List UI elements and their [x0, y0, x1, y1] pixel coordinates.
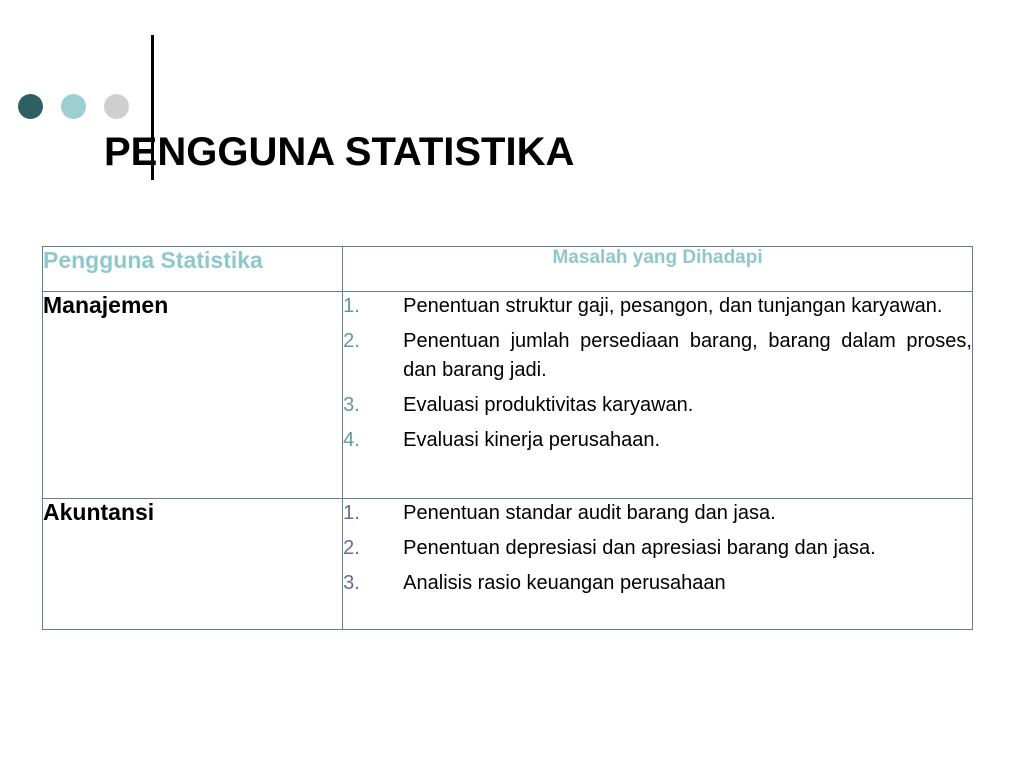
statistics-users-table — [42, 246, 973, 630]
table-row — [43, 499, 973, 630]
item-number: 2. — [343, 537, 360, 559]
light-teal-dot — [61, 94, 86, 119]
problem-list — [343, 292, 972, 455]
item-number: 4. — [343, 429, 360, 451]
problems-cell — [343, 292, 973, 499]
item-number: 1. — [343, 295, 360, 317]
problem-list — [343, 499, 972, 598]
item-text: Penentuan struktur gaji, pesangon, dan tunjangan karyawan. — [403, 295, 943, 317]
item-text: Penentuan standar audit barang dan jasa. — [403, 502, 776, 524]
category-cell: Akuntansi — [43, 499, 343, 630]
gray-dot — [104, 94, 129, 119]
table-header-row — [43, 247, 973, 292]
dark-teal-dot — [18, 94, 43, 119]
item-text: Analisis rasio keuangan perusahaan — [403, 572, 726, 594]
list-item — [343, 569, 972, 598]
item-number: 3. — [343, 572, 360, 594]
item-number: 2. — [343, 330, 360, 352]
list-item — [343, 292, 972, 321]
problems-cell — [343, 499, 973, 630]
item-text: Evaluasi produktivitas karyawan. — [403, 394, 694, 416]
header-statistics-user: Pengguna Statistika — [43, 247, 343, 292]
list-item — [343, 391, 972, 420]
item-number: 3. — [343, 394, 360, 416]
item-text: Penentuan jumlah persediaan barang, barang dalam proses, dan barang jadi. — [403, 330, 972, 381]
category-cell: Manajemen — [43, 292, 343, 499]
list-item — [343, 426, 972, 455]
list-item — [343, 534, 972, 563]
item-text: Evaluasi kinerja perusahaan. — [403, 429, 660, 451]
item-text: Penentuan depresiasi dan apresiasi barang dan jasa. — [403, 537, 876, 559]
table-row — [43, 292, 973, 499]
list-item — [343, 327, 972, 385]
item-number: 1. — [343, 502, 360, 524]
list-item — [343, 499, 972, 528]
slide-title: PENGGUNA STATISTIKA — [104, 130, 575, 174]
header-problems-faced: Masalah yang Dihadapi — [343, 247, 973, 292]
